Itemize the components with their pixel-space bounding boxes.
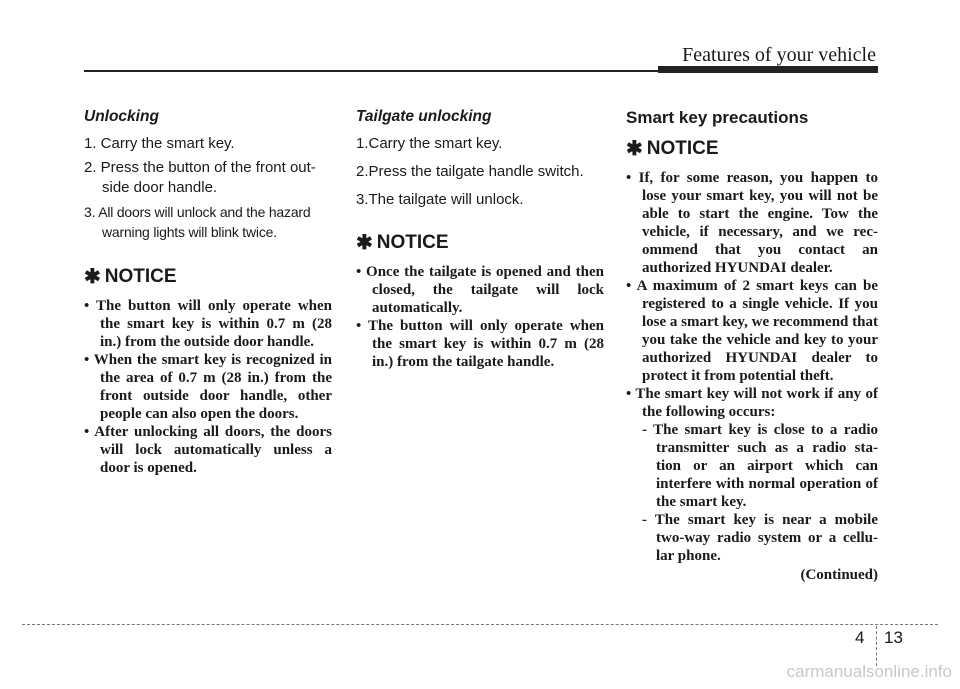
notice-heading	[356, 230, 604, 255]
unlocking-step-3: 3. All doors will unlock and the hazard warning lights will blink twice.	[84, 204, 311, 240]
notice-list	[356, 263, 604, 371]
footer-divider	[876, 626, 877, 666]
notice-item: • After unlocking all doors, the doors will lock automatically unless a door is opened.	[84, 424, 332, 476]
section-header-title: Features of your vehicle	[682, 44, 876, 66]
page-number: 13	[884, 628, 903, 647]
tailgate-step-1: 1.Carry the smart key.	[356, 135, 503, 152]
notice-star-icon: ✱	[626, 138, 643, 160]
notice-heading	[84, 264, 332, 289]
tailgate-step-3: 3.The tailgate will unlock.	[356, 191, 524, 208]
notice-item: • The button will only operate when the smart key is within 0.7 m (28 in.) from the tailgate handle.	[356, 318, 604, 370]
column-unlocking	[84, 108, 332, 477]
notice-item: • The smart key will not work if any of the following occurs:	[626, 386, 878, 420]
notice-item: • The button will only operate when the smart key is within 0.7 m (28 in.) from the outside door handle.	[84, 298, 332, 350]
notice-subitem: - The smart key is near a mobile two-way radio system or a cellu-lar phone.	[642, 512, 878, 564]
notice-item: • Once the tailgate is opened and then closed, the tailgate will lock automatically.	[356, 264, 604, 316]
notice-title: NOTICE	[376, 231, 449, 253]
notice-title: NOTICE	[646, 137, 719, 159]
column-tailgate-unlocking	[356, 108, 604, 371]
tailgate-step-2: 2.Press the tailgate handle switch.	[356, 163, 584, 180]
chapter-number: 4	[855, 628, 865, 647]
precautions-heading: Smart key precautions	[626, 108, 809, 127]
footer-rule	[22, 624, 938, 625]
watermark: carmanualsonline.info	[786, 662, 952, 681]
continued-label: (Continued)	[800, 567, 878, 583]
unlocking-step-1: 1. Carry the smart key.	[84, 135, 235, 152]
notice-title: NOTICE	[104, 265, 177, 287]
notice-star-icon: ✱	[84, 266, 101, 288]
notice-star-icon: ✱	[356, 232, 373, 254]
column-smart-key-precautions	[626, 108, 878, 584]
notice-list	[626, 169, 878, 421]
notice-item: • A maximum of 2 smart keys can be registered to a single vehicle. If you lose a smart key, we recommend that you take the vehicle and key to your authorized HYUNDAI dealer to protect it from potential theft.	[626, 278, 878, 384]
notice-item: • When the smart key is recognized in the area of 0.7 m (28 in.) from the front outside door handle, other people can also open the doors.	[84, 352, 332, 422]
notice-item: • If, for some reason, you happen to lose your smart key, you will not be able to start the engine. Tow the vehicle, if necessary, and we rec-ommend that you contact an authorized HYUNDAI dealer.	[626, 170, 878, 276]
notice-list	[84, 297, 332, 477]
tailgate-heading: Tailgate unlocking	[356, 108, 492, 125]
unlocking-step-2: 2. Press the button of the front out-side door handle.	[84, 159, 316, 196]
unlocking-heading: Unlocking	[84, 108, 159, 125]
header-rule-accent	[658, 66, 878, 73]
notice-heading	[626, 136, 878, 161]
notice-subitem: - The smart key is close to a radio transmitter such as a radio sta-tion or an airport which can interfere with normal operation of the smart key.	[642, 422, 878, 510]
